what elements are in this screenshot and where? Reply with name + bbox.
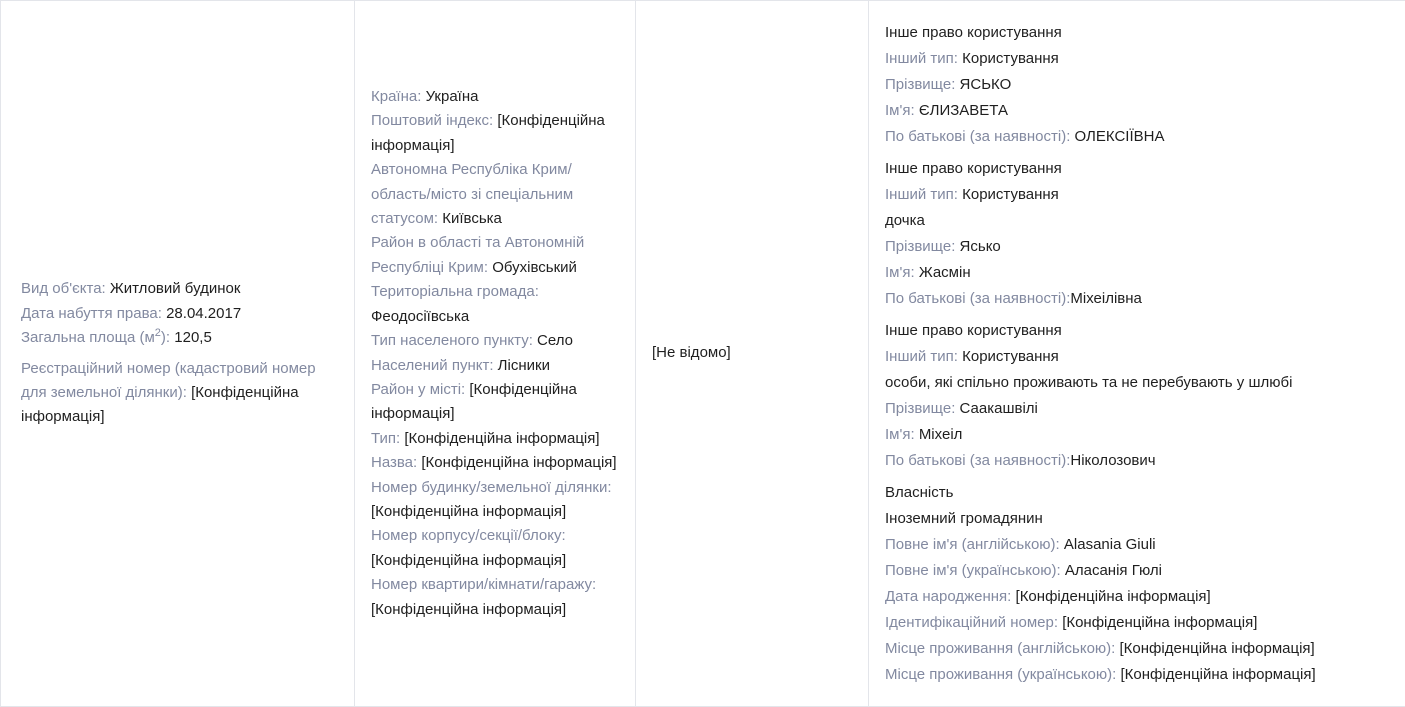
- right-patronymic: [885, 286, 1397, 312]
- area-unit-superscript: 2: [154, 327, 161, 340]
- address-district: [371, 231, 625, 280]
- firstname-label: Ім'я:: [885, 263, 915, 281]
- fullname-en: [885, 532, 1397, 558]
- residence-en: [885, 636, 1397, 662]
- total-area: [21, 326, 340, 350]
- street-name-value: [Конфіденційна інформація]: [421, 454, 617, 472]
- zip-value: [Конфіденційна інформація]: [371, 112, 605, 154]
- address-settlement-type: [371, 329, 625, 353]
- residence-en-label: Місце проживання (англійською):: [885, 639, 1116, 657]
- residence-uk: [885, 662, 1397, 688]
- fullname-uk-value: Аласанія Гюлі: [1064, 561, 1162, 579]
- address-city-district: [371, 378, 625, 427]
- zip-label: Поштовий індекс:: [371, 112, 494, 130]
- other-type-value: Користування: [962, 185, 1059, 203]
- cadastral-number: [21, 357, 340, 430]
- right-relation: особи, які спільно проживають та не перебувають у шлюбі: [885, 373, 1293, 391]
- street-name-label: Назва:: [371, 454, 418, 472]
- address-cell: [355, 1, 636, 707]
- settlement-type-value: Село: [537, 332, 573, 350]
- address-region: [371, 158, 625, 231]
- firstname-value: Жасмін: [918, 263, 971, 281]
- right-other-type: [885, 344, 1397, 370]
- apartment-label: Номер квартири/кімнати/гаражу:: [371, 576, 597, 594]
- right-group-4: [885, 480, 1397, 688]
- settlement-value: Лісники: [497, 356, 550, 374]
- right-group-3: [885, 318, 1397, 474]
- acquisition-date-value: 28.04.2017: [166, 304, 242, 322]
- city-district-label: Район у місті:: [371, 380, 466, 398]
- firstname-value: Міхеіл: [918, 425, 963, 443]
- settlement-label: Населений пункт:: [371, 356, 494, 374]
- residence-uk-value: [Конфіденційна інформація]: [1120, 665, 1316, 683]
- district-value: Обухівський: [492, 258, 577, 276]
- date-of-birth-value: [Конфіденційна інформація]: [1015, 587, 1211, 605]
- other-type-value: Користування: [962, 347, 1059, 365]
- total-area-label: [21, 329, 170, 346]
- other-type-label: Інший тип:: [885, 185, 958, 203]
- acquisition-date-label: Дата набуття права:: [21, 304, 162, 322]
- identification-number: [885, 610, 1397, 636]
- right-title: Власність: [885, 483, 954, 501]
- right-other-type: [885, 182, 1397, 208]
- residence-en-value: [Конфіденційна інформація]: [1119, 639, 1315, 657]
- address-house: [371, 476, 625, 525]
- total-area-label-pre: Загальна площа (м: [21, 329, 155, 347]
- house-label: Номер будинку/земельної ділянки:: [371, 478, 612, 496]
- patronymic-label: По батькові (за наявності):: [885, 289, 1071, 307]
- address-zip: [371, 109, 625, 158]
- address-street-name: [371, 451, 625, 475]
- country-value: Україна: [425, 88, 479, 106]
- right-patronymic: [885, 124, 1397, 150]
- surname-value: Ясько: [959, 237, 1001, 255]
- address-street-type: [371, 427, 625, 451]
- citizen-type: Іноземний громадянин: [885, 509, 1043, 527]
- identification-number-value: [Конфіденційна інформація]: [1062, 613, 1258, 631]
- object-info: [1, 277, 354, 429]
- right-patronymic: [885, 448, 1397, 474]
- patronymic-value: Міхеілівна: [1070, 289, 1142, 307]
- apartment-value: [Конфіденційна інформація]: [371, 600, 567, 618]
- right-surname: [885, 234, 1397, 260]
- object-type-value: Житловий будинок: [109, 280, 241, 298]
- patronymic-label: По батькові (за наявності):: [885, 451, 1071, 469]
- right-firstname: [885, 422, 1397, 448]
- object-type-label: Вид об'єкта:: [21, 280, 106, 298]
- block-label: Номер корпусу/секції/блоку:: [371, 527, 566, 545]
- community-value: Феодосіївська: [371, 307, 470, 325]
- cadastral-number-value: [Конфіденційна інформація]: [21, 383, 299, 426]
- cost-info: [636, 341, 868, 365]
- right-title: Інше право користування: [885, 321, 1062, 339]
- region-value: Київська: [442, 210, 502, 228]
- date-of-birth-label: Дата народження:: [885, 587, 1012, 605]
- fullname-en-value: Alasania Giuli: [1063, 535, 1156, 553]
- right-firstname: [885, 260, 1397, 286]
- address-country: [371, 85, 625, 109]
- right-title: Інше право користування: [885, 159, 1062, 177]
- street-type-label: Тип:: [371, 429, 401, 447]
- rights-cell: [869, 1, 1405, 707]
- table-row: [1, 1, 1405, 707]
- rights-info: [869, 20, 1405, 688]
- patronymic-label: По батькові (за наявності):: [885, 127, 1071, 145]
- firstname-label: Ім'я:: [885, 101, 915, 119]
- fullname-en-label: Повне ім'я (англійською):: [885, 535, 1060, 553]
- residence-uk-label: Місце проживання (українською):: [885, 665, 1117, 683]
- community-label: Територіальна громада:: [371, 283, 539, 301]
- house-value: [Конфіденційна інформація]: [371, 502, 567, 520]
- surname-label: Прізвище:: [885, 237, 956, 255]
- district-label: Район в області та Автономній Республіці Крим:: [371, 234, 585, 276]
- surname-value: Саакашвілі: [959, 399, 1038, 417]
- right-surname: [885, 396, 1397, 422]
- right-relation: дочка: [885, 211, 925, 229]
- street-type-value: [Конфіденційна інформація]: [404, 429, 600, 447]
- object-cell: [1, 1, 355, 707]
- patronymic-value: Ніколозович: [1070, 451, 1156, 469]
- fullname-uk: [885, 558, 1397, 584]
- identification-number-label: Ідентифікаційний номер:: [885, 613, 1059, 631]
- object-type: [21, 277, 340, 301]
- cost-cell: [636, 1, 869, 707]
- firstname-label: Ім'я:: [885, 425, 915, 443]
- fullname-uk-label: Повне ім'я (українською):: [885, 561, 1061, 579]
- firstname-value: ЄЛИЗАВЕТА: [918, 101, 1008, 119]
- city-district-value: [Конфіденційна інформація]: [371, 380, 577, 423]
- right-other-type: [885, 46, 1397, 72]
- surname-value: ЯСЬКО: [959, 75, 1012, 93]
- other-type-value: Користування: [962, 49, 1059, 67]
- total-area-label-post: ):: [160, 329, 171, 347]
- patronymic-value: ОЛЕКСІЇВНА: [1074, 127, 1165, 145]
- total-area-value: 120,5: [174, 329, 212, 347]
- surname-label: Прізвище:: [885, 75, 956, 93]
- right-surname: [885, 72, 1397, 98]
- address-apartment: [371, 573, 625, 622]
- right-title: Інше право користування: [885, 23, 1062, 41]
- surname-label: Прізвище:: [885, 399, 956, 417]
- acquisition-date: [21, 302, 340, 326]
- cost-value: [Не відомо]: [652, 344, 731, 362]
- other-type-label: Інший тип:: [885, 49, 958, 67]
- region-label: Автономна Республіка Крим/ область/місто зі спеціальним статусом:: [371, 161, 574, 228]
- other-type-label: Інший тип:: [885, 347, 958, 365]
- right-group-2: [885, 156, 1397, 312]
- country-label: Країна:: [371, 88, 422, 106]
- address-block: [371, 524, 625, 573]
- settlement-type-label: Тип населеного пункту:: [371, 332, 533, 350]
- cadastral-number-label: Реєстраційний номер (кадастровий номер для земельної ділянки):: [21, 359, 316, 401]
- address-settlement: [371, 354, 625, 378]
- block-value: [Конфіденційна інформація]: [371, 551, 567, 569]
- address-info: [355, 85, 635, 622]
- right-group-1: [885, 20, 1397, 150]
- address-community: [371, 280, 625, 329]
- date-of-birth: [885, 584, 1397, 610]
- right-firstname: [885, 98, 1397, 124]
